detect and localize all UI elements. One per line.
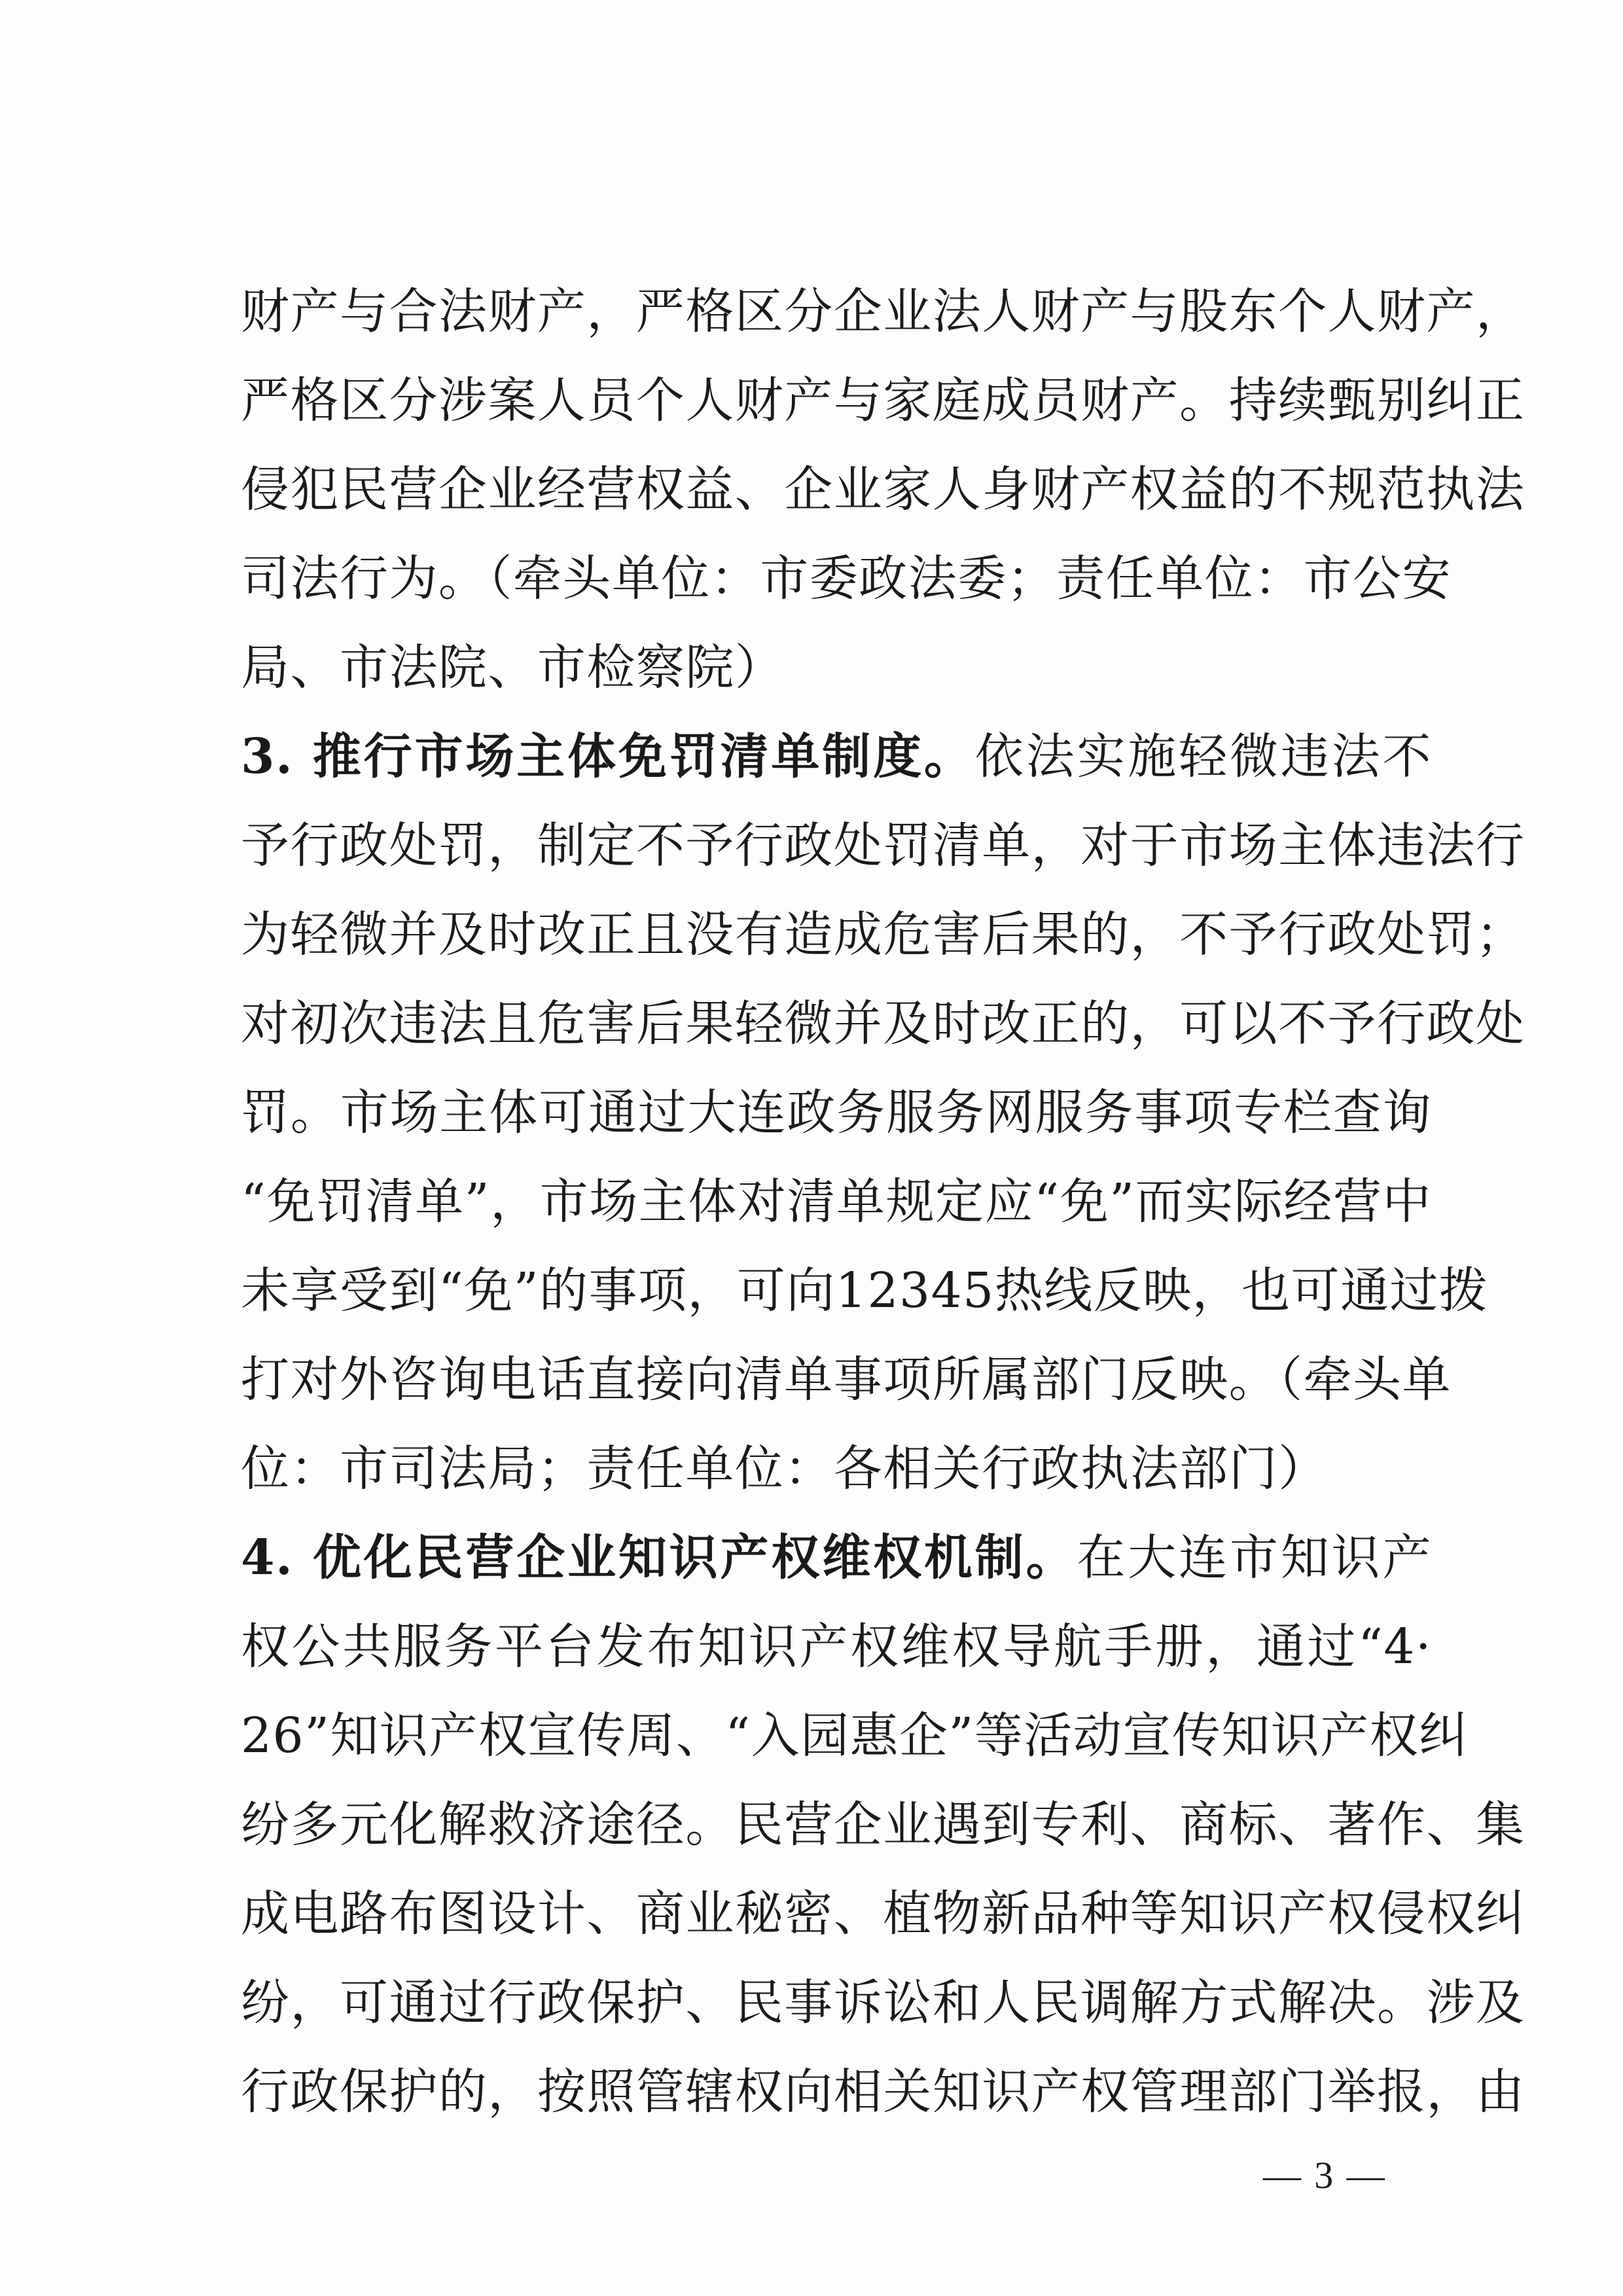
text-line: 行政保护的，按照管辖权向相关知识产权管理部门举报，由 bbox=[241, 2064, 1525, 2120]
text-line: 对初次违法且危害后果轻微并及时改正的，可以不予行政处 bbox=[241, 996, 1525, 1052]
text-line: 成电路布图设计、商业秘密、植物新品种等知识产权侵权纠 bbox=[241, 1886, 1525, 1942]
text-line: 局、市法院、市检察院） bbox=[241, 639, 785, 696]
text-line-rest: 在大连市知识产 bbox=[1077, 1530, 1433, 1586]
text-line: 予行政处罚，制定不予行政处罚清单，对于市场主体违法行 bbox=[241, 817, 1525, 874]
text-line: 侵犯民营企业经营权益、企业家人身财产权益的不规范执法 bbox=[241, 461, 1525, 518]
text-line: 权公共服务平台发布知识产权维权导航手册，通过“4· bbox=[241, 1619, 1432, 1675]
section-heading-line bbox=[241, 712, 1432, 801]
text-line: 为轻微并及时改正且没有造成危害后果的，不予行政处罚； bbox=[241, 906, 1525, 963]
text-line: 打对外咨询电话直接向清单事项所属部门反映。（牵头单 bbox=[241, 1352, 1452, 1408]
text-line: “免罚清单”，市场主体对清单规定应“免”而实际经营中 bbox=[241, 1174, 1432, 1230]
text-line: 26”知识产权宣传周、“入园惠企”等活动宣传知识产权纠 bbox=[241, 1708, 1469, 1764]
text-line: 司法行为。（牵头单位：市委政法委；责任单位：市公安 bbox=[241, 550, 1452, 607]
text-line-rest: 依法实施轻微违法不 bbox=[974, 728, 1432, 785]
section-heading-line bbox=[241, 1513, 1432, 1602]
section-heading: 4. 优化民营企业知识产权维权机制。 bbox=[241, 1530, 1077, 1586]
text-line: 罚。市场主体可通过大连政务服务网服务事项专栏查询 bbox=[241, 1085, 1432, 1141]
text-line: 财产与合法财产，严格区分企业法人财产与股东个人财产， bbox=[241, 283, 1525, 340]
body-text bbox=[241, 267, 1525, 2136]
text-line: 未享受到“免”的事项，可向12345热线反映，也可通过拨 bbox=[241, 1263, 1489, 1319]
page-number: — 3 — bbox=[1263, 2154, 1387, 2197]
text-line: 位：市司法局；责任单位：各相关行政执法部门） bbox=[241, 1441, 1328, 1497]
text-line: 纷，可通过行政保护、民事诉讼和人民调解方式解决。涉及 bbox=[241, 1975, 1525, 2031]
text-line: 严格区分涉案人员个人财产与家庭成员财产。持续甄别纠正 bbox=[241, 372, 1525, 429]
text-line: 纷多元化解救济途径。民营企业遇到专利、商标、著作、集 bbox=[241, 1797, 1525, 1853]
section-heading: 3. 推行市场主体免罚清单制度。 bbox=[241, 728, 975, 785]
